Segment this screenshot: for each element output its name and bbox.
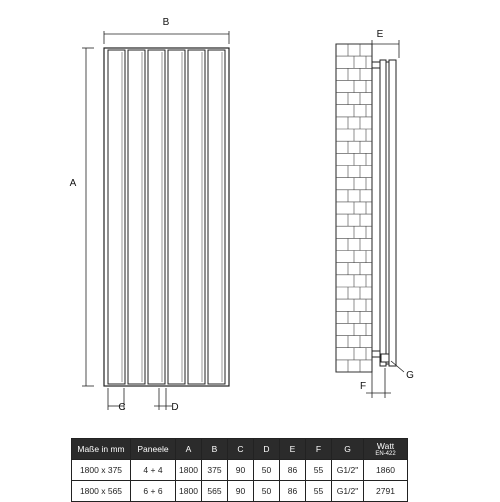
table-cell: G1/2" — [332, 481, 364, 502]
header-e: E — [280, 439, 306, 460]
header-watt-label: Watt — [376, 440, 395, 451]
radiator-front-panel — [389, 60, 396, 366]
table-header-row — [72, 439, 408, 460]
radiator-front-outline — [104, 48, 229, 386]
header-b: B — [202, 439, 228, 460]
label-g: G — [406, 370, 414, 381]
header-watt — [364, 439, 408, 460]
header-g: G — [332, 439, 364, 460]
label-a: A — [69, 178, 77, 189]
panel-group — [108, 50, 225, 384]
table-cell: 90 — [228, 460, 254, 481]
table-cell: 1860 — [364, 460, 408, 481]
spec-table — [71, 438, 408, 502]
label-f: F — [359, 381, 367, 392]
table-cell: 1800 — [176, 481, 202, 502]
radiator-panel — [188, 50, 205, 384]
header-watt-standard: EN-422 — [375, 450, 396, 457]
table-cell: 1800 x 565 — [72, 481, 131, 502]
table-cell: 86 — [280, 481, 306, 502]
radiator-panel — [168, 50, 185, 384]
radiator-panel — [208, 50, 225, 384]
pipe-connection — [381, 354, 389, 362]
front-view — [82, 31, 229, 410]
table-cell: 1800 x 375 — [72, 460, 131, 481]
label-e: E — [376, 29, 384, 40]
label-c: C — [118, 402, 126, 413]
table-cell: 565 — [202, 481, 228, 502]
side-view — [336, 40, 404, 398]
table-cell: 6 + 6 — [131, 481, 176, 502]
table-cell: 90 — [228, 481, 254, 502]
table-cell: 55 — [306, 460, 332, 481]
table-cell: 86 — [280, 460, 306, 481]
table-cell: 55 — [306, 481, 332, 502]
radiator-panel — [148, 50, 165, 384]
table-cell: 375 — [202, 460, 228, 481]
table-cell: 50 — [254, 460, 280, 481]
label-b: B — [162, 17, 170, 28]
table-cell: 4 + 4 — [131, 460, 176, 481]
table-cell: 50 — [254, 481, 280, 502]
radiator-panel — [128, 50, 145, 384]
header-f: F — [306, 439, 332, 460]
header-c: C — [228, 439, 254, 460]
radiator-rear-panel — [380, 60, 386, 366]
header-a: A — [176, 439, 202, 460]
table-row — [72, 460, 408, 481]
header-panels: Paneele — [131, 439, 176, 460]
radiator-panel — [108, 50, 125, 384]
label-d: D — [171, 402, 179, 413]
header-d: D — [254, 439, 280, 460]
table-cell: 2791 — [364, 481, 408, 502]
table-row — [72, 481, 408, 502]
header-dimensions: Maße in mm — [72, 439, 131, 460]
table-cell: 1800 — [176, 460, 202, 481]
table-cell: G1/2" — [332, 460, 364, 481]
